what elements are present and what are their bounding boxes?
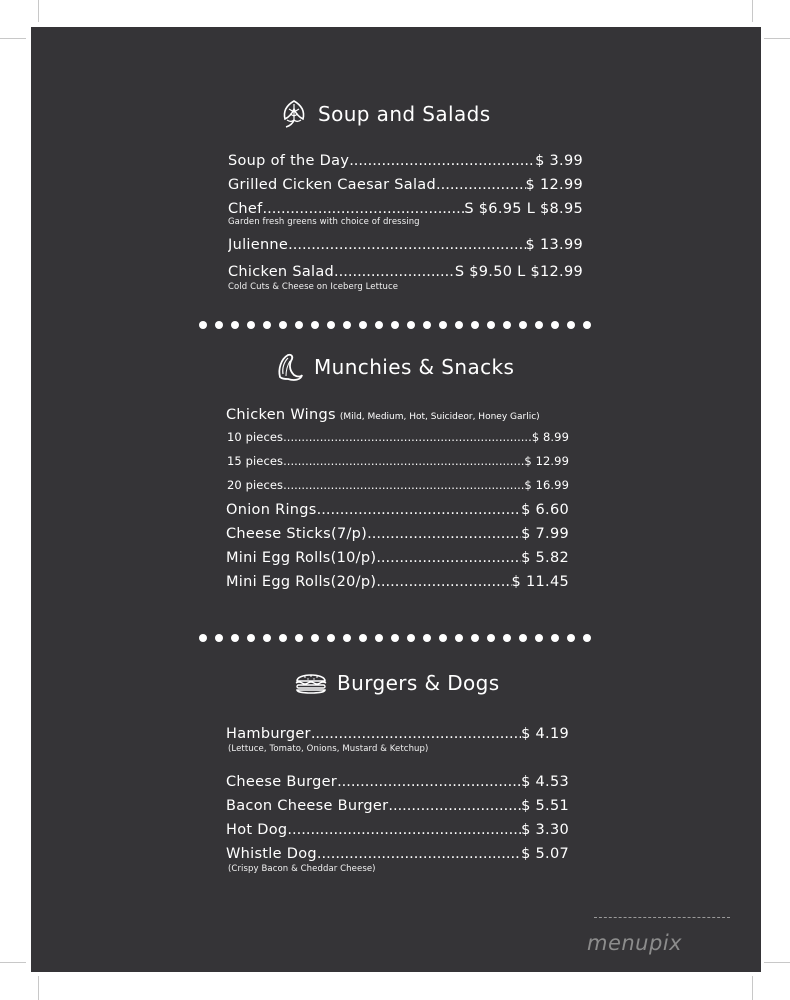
leader-dots <box>263 200 465 218</box>
leader-dots <box>317 501 521 519</box>
crop-mark <box>0 38 26 39</box>
item-price: $ 7.99 <box>521 526 569 542</box>
leader-dots <box>349 152 535 170</box>
menu-item <box>226 773 569 791</box>
item-price: $ 5.07 <box>521 846 569 862</box>
item-price: $ 4.19 <box>521 726 569 742</box>
item-name: Hot Dog <box>226 822 288 838</box>
item-price: $ 13.99 <box>525 237 583 253</box>
leader-dots <box>376 573 511 591</box>
item-name: Hamburger <box>226 726 311 742</box>
item-name: Mini Egg Rolls(20/p) <box>226 574 377 590</box>
menu-item <box>226 725 569 743</box>
crop-mark <box>764 38 790 39</box>
item-price: $ 3.30 <box>521 822 569 838</box>
leader-dots <box>367 525 521 543</box>
item-description: Cold Cuts & Cheese on Iceberg Lettuce <box>228 282 399 292</box>
menu-item <box>226 821 569 839</box>
item-name: Soup of the Day <box>228 153 350 169</box>
leader-dots <box>337 773 521 791</box>
leaf-icon <box>278 98 310 130</box>
item-name: 20 pieces <box>227 478 284 492</box>
wing-size-row <box>227 428 569 446</box>
item-price: $ 3.99 <box>535 153 583 169</box>
item-price: $ 12.99 <box>525 177 583 193</box>
item-price: $ 5.51 <box>521 798 569 814</box>
item-name <box>226 406 540 426</box>
menu-item <box>226 845 569 863</box>
item-price: $ 5.82 <box>521 550 569 566</box>
wing-size-row <box>227 452 569 470</box>
menu-item <box>226 797 569 815</box>
item-name: Chicken Salad <box>228 264 335 280</box>
section-title-burgers <box>293 669 500 697</box>
item-price: $ 6.60 <box>521 502 569 518</box>
item-name: Mini Egg Rolls(10/p) <box>226 550 377 566</box>
item-name: 10 pieces <box>227 430 284 444</box>
item-price: $ 12.99 <box>524 454 569 468</box>
wings-name: Chicken Wings <box>226 407 336 423</box>
chicken-wing-icon <box>274 351 306 383</box>
wings-flavors: (Mild, Medium, Hot, Suicideor, Honey Garlic) <box>339 412 540 422</box>
leader-dots <box>317 845 521 863</box>
crop-mark <box>752 976 753 1000</box>
menu-item <box>228 200 583 218</box>
menu-item <box>228 236 583 254</box>
item-price: $ 4.53 <box>521 774 569 790</box>
menu-item <box>226 549 569 567</box>
leader-dots <box>334 263 455 281</box>
crop-mark <box>0 962 26 963</box>
leader-dots <box>436 176 526 194</box>
menu-item <box>228 152 583 170</box>
crop-mark <box>764 962 790 963</box>
watermark-logo: menupix <box>587 931 683 955</box>
leader-dots <box>283 428 532 446</box>
leader-dots <box>311 725 521 743</box>
menu-item <box>226 573 569 591</box>
section-divider <box>199 632 591 644</box>
item-price: S $6.95 L $8.95 <box>464 201 583 217</box>
item-description: (Crispy Bacon & Cheddar Cheese) <box>228 864 376 874</box>
crop-mark <box>38 976 39 1000</box>
item-name: Onion Rings <box>226 502 317 518</box>
leader-dots <box>288 236 525 254</box>
menu-panel <box>31 27 761 972</box>
crop-mark <box>38 0 39 22</box>
item-name: 15 pieces <box>227 454 284 468</box>
section-title-text: Soup and Salads <box>318 102 491 126</box>
leader-dots <box>287 821 521 839</box>
menu-item <box>228 263 583 281</box>
section-title-text: Burgers & Dogs <box>337 671 500 695</box>
item-name: Julienne <box>228 237 289 253</box>
item-description: Garden fresh greens with choice of dressing <box>228 217 420 227</box>
item-name: Cheese Sticks(7/p) <box>226 526 368 542</box>
item-name: Grilled Cicken Caesar Salad <box>228 177 436 193</box>
leader-dots <box>283 476 524 494</box>
item-price: $ 11.45 <box>511 574 569 590</box>
item-description: (Lettuce, Tomato, Onions, Mustard & Ketchup) <box>228 744 429 754</box>
menu-item <box>226 501 569 519</box>
section-title-munchies <box>274 351 514 383</box>
item-name: Cheese Burger <box>226 774 338 790</box>
wing-size-row <box>227 476 569 494</box>
crop-mark <box>752 0 753 22</box>
item-name: Bacon Cheese Burger <box>226 798 389 814</box>
section-title-soup <box>278 98 491 130</box>
leader-dots <box>283 452 524 470</box>
item-price: $ 16.99 <box>524 478 569 492</box>
section-divider <box>199 319 591 331</box>
leader-dots <box>388 797 521 815</box>
item-price: S $9.50 L $12.99 <box>454 264 583 280</box>
item-name: Chef <box>228 201 263 217</box>
menu-item <box>228 176 583 194</box>
burger-icon <box>293 669 329 697</box>
item-price: $ 8.99 <box>531 430 569 444</box>
menu-item <box>226 525 569 543</box>
menu-item-wings <box>226 406 586 426</box>
watermark-rule <box>594 917 730 918</box>
section-title-text: Munchies & Snacks <box>314 355 515 379</box>
leader-dots <box>376 549 521 567</box>
item-name: Whistle Dog <box>226 846 317 862</box>
